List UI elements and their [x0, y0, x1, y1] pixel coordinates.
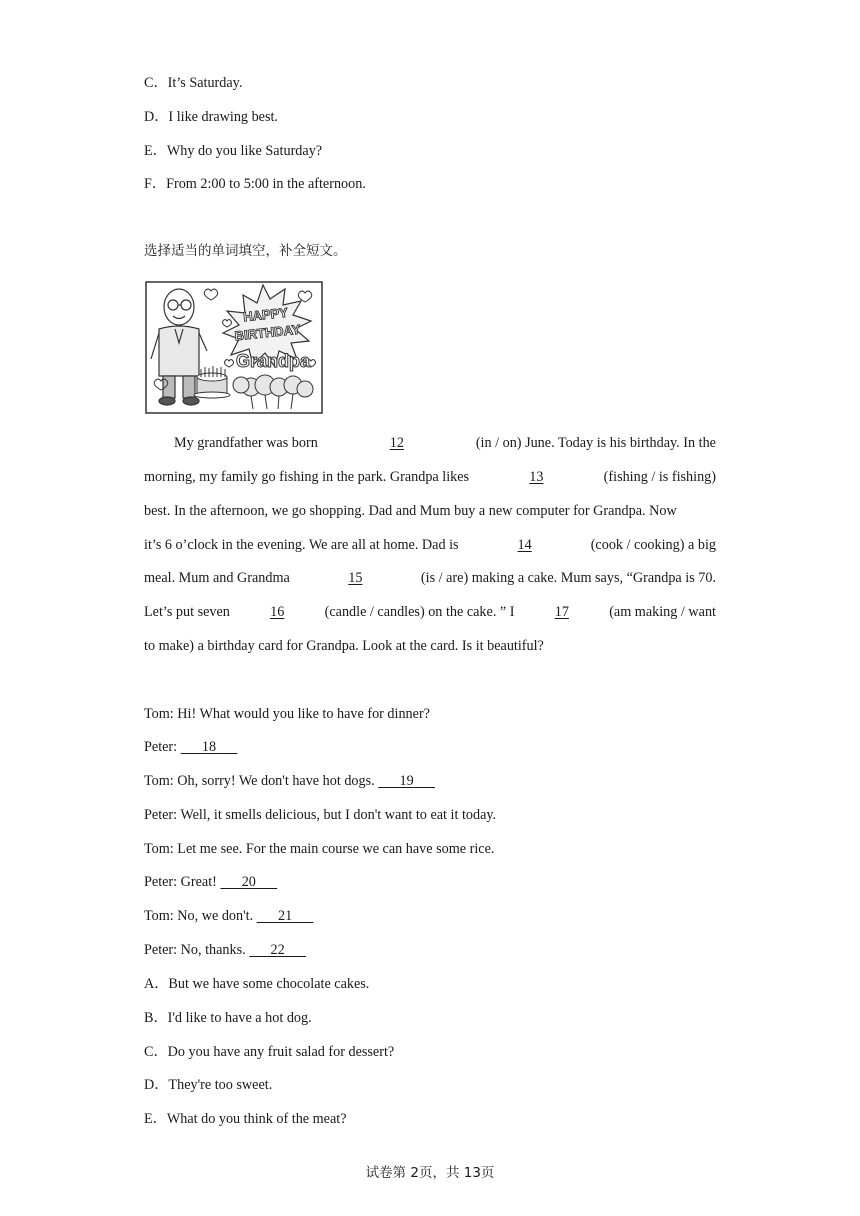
passage-line-7: to make) a birthday card for Grandpa. Look at the card. Is it beautiful? — [144, 638, 544, 654]
dialogue-line-3 — [144, 771, 435, 791]
blank-number: 13 — [529, 469, 544, 485]
passage-text: (am making / want — [609, 604, 716, 620]
option-e: E．Why do you like Saturday? — [144, 143, 323, 159]
passage-line-5 — [144, 568, 716, 588]
blank-14[interactable] — [518, 535, 532, 555]
option-b: B．I'd like to have a hot dog. — [144, 1010, 312, 1026]
passage-text: it’s 6 o’clock in the evening. We are all at home. Dad is — [144, 537, 459, 553]
passage-line-4 — [144, 535, 716, 555]
card-text-grandpa: Grandpa — [235, 351, 311, 371]
option-d: D．I like drawing best. — [144, 109, 278, 125]
blank-number: 16 — [270, 604, 285, 620]
blank-number: 15 — [348, 570, 363, 586]
passage-text: (fishing / is fishing) — [603, 469, 716, 485]
blank-16[interactable] — [270, 602, 284, 622]
option-a: A．But we have some chocolate cakes. — [144, 976, 370, 992]
dialogue-text: Peter: — [144, 739, 178, 755]
blank-number: 20 — [241, 874, 256, 890]
blank-number: 17 — [554, 604, 569, 620]
dialogue-line-2 — [144, 737, 237, 757]
dialogue-text: Tom: No, we don't. — [144, 908, 254, 924]
passage-text: morning, my family go fishing in the park. Grandpa likes — [144, 469, 470, 485]
dialogue-line-4: Peter: Well, it smells delicious, but I don't want to eat it today. — [144, 807, 497, 823]
blank-20[interactable] — [220, 872, 277, 892]
passage-line-3: best. In the afternoon, we go shopping. Dad and Mum buy a new computer for Grandpa. Now — [144, 503, 677, 519]
blank-12[interactable] — [390, 433, 404, 453]
blank-number: 19 — [399, 773, 414, 789]
passage-text: (in / on) June. Today is his birthday. In the — [475, 435, 716, 451]
blank-13[interactable] — [529, 467, 543, 487]
blank-17[interactable] — [555, 602, 569, 622]
passage-line-1 — [174, 433, 716, 453]
blank-22[interactable] — [249, 940, 306, 960]
passage-text: Let’s put seven — [144, 604, 230, 620]
dialogue-line-7 — [144, 906, 313, 926]
passage-text: meal. Mum and Grandma — [144, 570, 290, 586]
passage-text: My grandfather was born — [174, 435, 318, 451]
blank-number: 21 — [277, 908, 293, 924]
passage-text: (cook / cooking) a big — [590, 537, 716, 553]
dialogue-line-6 — [144, 872, 277, 892]
option-d: D．They're too sweet. — [144, 1077, 273, 1093]
option-c: C．It’s Saturday. — [144, 75, 243, 91]
option-f: F．From 2:00 to 5:00 in the afternoon. — [144, 176, 366, 192]
passage-text: (is / are) making a cake. Mum says, “Grandpa is 70. — [420, 570, 716, 586]
blank-number: 12 — [389, 435, 404, 451]
blank-number: 22 — [270, 942, 285, 958]
dialogue-text: Peter: No, thanks. — [144, 942, 246, 958]
page-footer: 试卷第 2页，共 13页 — [365, 1165, 495, 1181]
dialogue-line-8 — [144, 940, 306, 960]
option-e: E．What do you think of the meat? — [144, 1111, 347, 1127]
card-text-happy: HAPPY — [242, 304, 289, 325]
blank-19[interactable] — [378, 771, 435, 791]
blank-number: 14 — [517, 537, 532, 553]
dialogue-line-1: Tom: Hi! What would you like to have for dinner? — [144, 706, 430, 722]
passage-line-6 — [144, 602, 716, 622]
option-c: C．Do you have any fruit salad for dessert? — [144, 1044, 395, 1060]
blank-18[interactable] — [181, 737, 238, 757]
dialogue-text: Peter: Great! — [144, 874, 217, 890]
birthday-card-illustration — [145, 281, 323, 414]
dialogue-line-5: Tom: Let me see. For the main course we can have some rice. — [144, 841, 495, 857]
blank-15[interactable] — [348, 568, 362, 588]
blank-21[interactable] — [257, 906, 314, 926]
blank-number: 18 — [201, 739, 217, 755]
card-text-birthday: BIRTHDAY — [233, 321, 302, 344]
section-instruction: 选择适当的单词填空，补全短文。 — [144, 243, 347, 259]
dialogue-text: Tom: Oh, sorry! We don't have hot dogs. — [144, 773, 375, 789]
passage-text: (candle / candles) on the cake. ” I — [324, 604, 515, 620]
passage-line-2 — [144, 467, 716, 487]
